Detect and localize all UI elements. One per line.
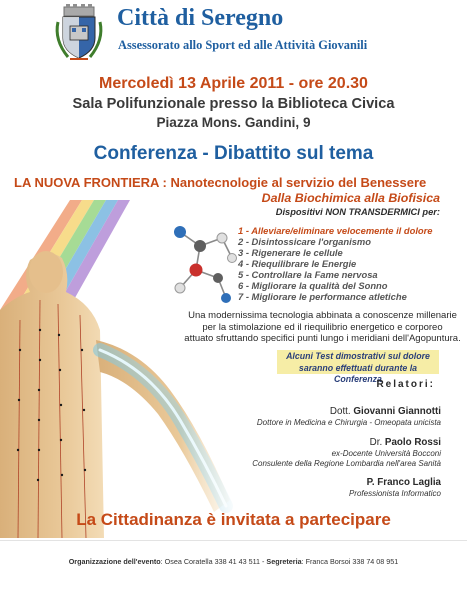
description-line: Una modernissima tecnologia abbinata a conoscenze millenarie xyxy=(188,310,457,321)
header xyxy=(0,0,467,66)
list-item: 3 - Rigenerare le cellule xyxy=(238,247,343,258)
event-address: Piazza Mons. Gandini, 9 xyxy=(156,115,311,130)
speaker-name-text: Giovanni Giannotti xyxy=(353,406,441,417)
speaker-name-text: Paolo Rossi xyxy=(384,437,441,448)
speakers-heading: Relatori: xyxy=(376,379,435,390)
secretary-contact: : Franca Borsoi 338 74 08 951 xyxy=(301,557,399,566)
speaker-laglia xyxy=(349,477,441,499)
department-subtitle: Assessorato allo Sport ed alle Attività Giovanili xyxy=(118,38,368,52)
speaker-role: Consulente della Regione Lombardia nell'area Sanità xyxy=(252,459,441,468)
speaker-rossi xyxy=(252,437,441,469)
invitation-text: La Cittadinanza è invitata a partecipare xyxy=(76,510,391,529)
organization-label: Organizzazione dell'evento xyxy=(68,557,161,566)
speaker-prefix: Dr. xyxy=(369,437,383,448)
speaker-role: Professionista Informatico xyxy=(348,489,441,498)
speaker-role: Dottore in Medicina e Chirurgia - Omeopata unicista xyxy=(256,418,441,427)
topic-subtitle: Dalla Biochimica alla Biofisica xyxy=(261,191,440,205)
molecule-icon xyxy=(166,218,238,306)
test-note-box xyxy=(277,350,439,384)
list-item: 2 - Disintossicare l'organismo xyxy=(238,236,371,247)
devices-heading: Dispositivi NON TRANSDERMICI per: xyxy=(275,207,440,217)
list-item: 5 - Controllare la Fame nervosa xyxy=(238,269,378,280)
list-item: 6 - Migliorare la qualità del Sonno xyxy=(238,280,388,291)
test-note-line: Alcuni Test dimostrativi sul dolore xyxy=(286,351,430,361)
topic-title: LA NUOVA FRONTIERA : Nanotecnologie al servizio del Benessere xyxy=(14,175,427,190)
speaker-giannotti xyxy=(257,406,441,428)
list-item: 4 - Riequilibrare le Energie xyxy=(238,258,357,269)
conference-title: Conferenza - Dibattito sul tema xyxy=(93,143,374,164)
description-line: attuato sfruttando specifici punti lungo i meridiani dell'Agopuntura. xyxy=(184,333,461,344)
benefits-list xyxy=(238,225,433,302)
test-note-line: saranno effettuati durante la Conferenza xyxy=(298,363,418,384)
speaker-name xyxy=(252,437,441,449)
city-crest-icon xyxy=(52,4,106,62)
speaker-prefix: Dott. xyxy=(329,406,351,417)
organization-contact: : Osea Coratella 338 41 43 511 - xyxy=(160,557,267,566)
speaker-role: ex-Docente Università Bocconi xyxy=(331,449,441,458)
secretary-label: Segreteria xyxy=(266,557,302,566)
speaker-name-text: P. Franco Laglia xyxy=(366,477,441,488)
list-item: 1 - Alleviare/eliminare velocemente il dolore xyxy=(238,225,433,236)
event-venue: Sala Polifunzionale presso la Biblioteca Civica xyxy=(72,96,395,112)
list-item: 7 - Migliorare le performance atletiche xyxy=(238,291,407,302)
city-title: Città di Seregno xyxy=(117,5,284,31)
description-line: per la stimolazione ed il riequilibrio energetico e corporeo xyxy=(202,321,443,333)
description-paragraph xyxy=(180,310,465,345)
speaker-name xyxy=(349,477,441,489)
footer xyxy=(0,557,467,566)
event-date: Mercoledì 13 Aprile 2011 - ore 20.30 xyxy=(99,75,368,92)
footer-divider xyxy=(0,540,467,541)
speaker-name xyxy=(257,406,441,418)
